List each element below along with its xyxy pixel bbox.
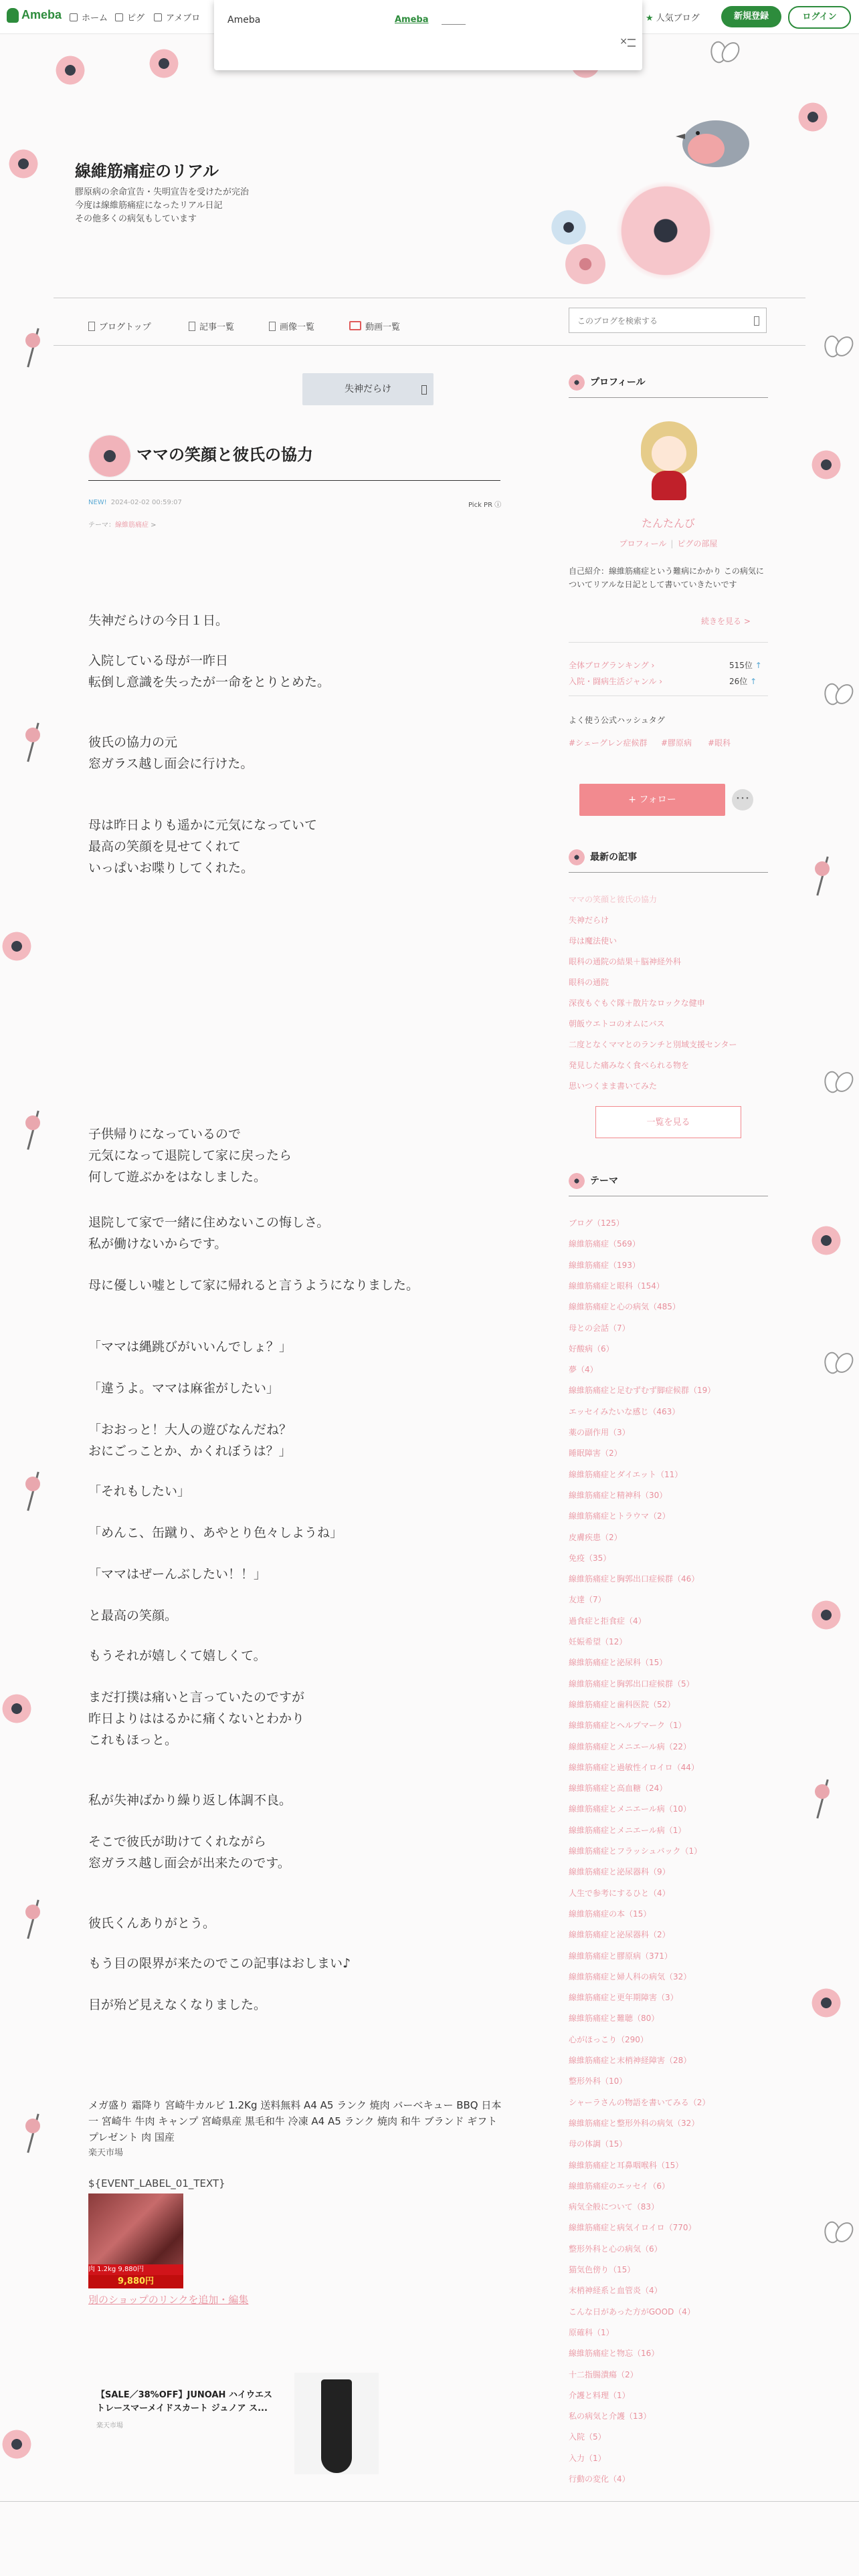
- article-paragraph: そこで彼氏が助けてくれながら 窓ガラス越し面会が出来たのです。: [88, 1834, 290, 1870]
- decor-flower-icon: [0, 140, 47, 187]
- recent-article-link[interactable]: 失神だらけ: [569, 916, 609, 925]
- theme-nav-button[interactable]: 失神だらけ: [302, 373, 434, 405]
- theme-link[interactable]: 線維筋痛症と泌尿器科（9）: [569, 1867, 670, 1877]
- article-paragraph: 子供帰りになっているので 元気になって退院して家に戻ったら 何して遊ぶかをはなしました。: [88, 1127, 292, 1184]
- nav-pigg[interactable]: ピグ: [115, 11, 145, 23]
- theme-link[interactable]: 線維筋痛症と胸郭出口症候群（5）: [569, 1679, 694, 1689]
- decor-flower-icon: [803, 1979, 850, 2026]
- theme-link[interactable]: 免疫（35）: [569, 1553, 611, 1563]
- article-paragraph: 「それもしたい」: [88, 1484, 191, 1499]
- popup-center-link[interactable]: Ameba: [395, 15, 429, 25]
- theme-link[interactable]: 線維筋痛症とメニエール病（10）: [569, 1804, 692, 1814]
- profile-more-link[interactable]: 続きを見る >: [701, 617, 751, 626]
- article-paragraph: まだ打撲は痛いと言っていたのですが 昨日よりははるかに痛くないとわかり これもほっと。: [88, 1690, 305, 1747]
- recent-article-link[interactable]: 思いつくまま書いてみた: [569, 1081, 658, 1091]
- recent-article-link[interactable]: 深夜もぐもぐ隊＋散片なロックな健申: [569, 998, 705, 1008]
- nav-video-list[interactable]: 動画一覧: [349, 320, 400, 332]
- theme-link[interactable]: 線維筋痛症（569）: [569, 1239, 640, 1249]
- theme-link[interactable]: 線維筋痛症とトラウマ（2）: [569, 1511, 670, 1521]
- decor-sprig-icon: [809, 856, 836, 896]
- recent-article-link[interactable]: 眼科の通院の結果＋脳神経外科: [569, 957, 682, 966]
- bird-beak: [676, 134, 685, 139]
- article-paragraph: もうそれが嬉しくて嬉しくて。: [88, 1648, 266, 1663]
- ameba-logo[interactable]: Ameba: [7, 8, 62, 23]
- decor-sprig-icon: [809, 1779, 836, 1819]
- section-divider: [569, 642, 768, 643]
- section-divider: [569, 872, 768, 873]
- theme-link[interactable]: 線維筋痛症と高血糖（24）: [569, 1784, 668, 1794]
- article-date: 2024-02-02 00:59:07: [110, 499, 182, 506]
- theme-link[interactable]: 線維筋痛症と末梢神経障害（28）: [569, 2056, 692, 2065]
- article-paragraph: 入院している母が一昨日 転倒し意識を失ったが一命をとりとめた。: [88, 653, 330, 689]
- theme-link[interactable]: 友達（7）: [569, 1595, 606, 1605]
- arrow-up-icon: ↑: [750, 677, 757, 686]
- decor-flower-icon: [803, 1592, 850, 1638]
- decor-flower-icon: [0, 2421, 40, 2468]
- theme-link[interactable]: 線維筋痛症（193）: [569, 1260, 640, 1270]
- header-flower-icon: [562, 241, 609, 288]
- theme-link[interactable]: こんな日があった方がGOOD（4）: [569, 2306, 695, 2317]
- theme-link[interactable]: 線維筋痛症と歯科医院（52）: [569, 1699, 676, 1709]
- article-paragraph: 失神だらけの今日１日。: [88, 613, 229, 628]
- decor-butterfly-icon: [823, 1070, 854, 1093]
- chevron-icon: [421, 385, 427, 395]
- pickpr-label[interactable]: Pick PR ⓘ: [468, 502, 502, 509]
- article-paragraph: 退院して家で一緒に住めないこの悔しさ。 私が働けないからです。: [88, 1215, 330, 1251]
- article-theme: テーマ：線維筋痛症 >: [88, 522, 157, 529]
- theme-heading: テーマ: [569, 1173, 618, 1189]
- article-paragraph: 彼氏くんありがとう。: [88, 1916, 216, 1931]
- decor-flower-icon: [0, 923, 40, 970]
- theme-link[interactable]: 線維筋痛症と泌尿科（15）: [569, 1658, 668, 1668]
- theme-link[interactable]: 整形外科と心の病気（6）: [569, 2244, 662, 2254]
- divider: [569, 2501, 768, 2502]
- flower-icon: [569, 1173, 585, 1189]
- profile-heading: プロフィール: [569, 374, 646, 391]
- recent-article-link[interactable]: 朝飯ウエトコのオムにバス: [569, 1019, 665, 1029]
- theme-link[interactable]: 入院（5）: [569, 2432, 606, 2442]
- theme-link[interactable]: 線維筋痛症とダイエット（11）: [569, 1469, 683, 1479]
- article-paragraph: 「ママは縄跳びがいいんでしょ？」: [88, 1339, 292, 1354]
- profile-links: プロフィール | ピグの部屋: [619, 539, 718, 548]
- avatar-face: [652, 436, 686, 471]
- decor-sprig-icon: [20, 1471, 47, 1511]
- product-card-title: 【SALE／38%OFF】JUNOAH ハイウエストレースマーメイドスカート ジュノア ス...: [96, 2390, 272, 2413]
- theme-link[interactable]: 私の病気と介護（13）: [569, 2411, 652, 2422]
- theme-link[interactable]: 皮膚疾患（2）: [569, 1532, 622, 1542]
- theme-link[interactable]: 線維筋痛症と胸郭出口症候群（46）: [569, 1574, 700, 1584]
- theme-link[interactable]: 過食症と拒食症（4）: [569, 1616, 646, 1626]
- article-paragraph: 母は昨日よりも遥かに元気になっていて 最高の笑顔を見せてくれて いっぱいお喋りしてくれた。: [88, 818, 318, 875]
- hashtag-link[interactable]: #膠原病: [661, 738, 692, 748]
- theme-link[interactable]: シャーラさんの物語を書いてみる（2）: [569, 2097, 710, 2107]
- theme-link[interactable]: 妊娠希望（12）: [569, 1637, 628, 1646]
- decor-sprig-icon: [20, 1899, 47, 1939]
- divider: [54, 345, 805, 346]
- decor-butterfly-icon: [709, 40, 740, 63]
- section-divider: [569, 397, 768, 398]
- ad-image-price: 9,880円: [88, 2275, 183, 2288]
- decor-flower-icon: [789, 94, 836, 140]
- article-theme-link[interactable]: 線維筋痛症: [115, 522, 149, 529]
- theme-link[interactable]: 入力（1）: [569, 2453, 606, 2463]
- theme-link[interactable]: 線維筋痛症とメニエール病（22）: [569, 1741, 692, 1751]
- product-card[interactable]: [88, 2373, 383, 2480]
- theme-link[interactable]: 線維筋痛症の本（15）: [569, 1909, 652, 1919]
- article-paragraph: 「おおっと！大人の遊びなんだね？ おにごっことか、かくれぼうは？」: [88, 1422, 292, 1459]
- decor-sprig-icon: [20, 2113, 47, 2153]
- theme-link[interactable]: 介護と料理（1）: [569, 2390, 630, 2400]
- decor-butterfly-icon: [823, 682, 854, 705]
- decor-sprig-icon: [20, 722, 47, 762]
- recent-article-link[interactable]: 母は魔法使い: [569, 936, 617, 946]
- view-all-articles-button[interactable]: 一覧を見る: [595, 1106, 741, 1138]
- hashtags-heading: よく使う公式ハッシュタグ: [569, 716, 665, 725]
- decor-sprig-icon: [20, 1110, 47, 1150]
- theme-link[interactable]: エッセイみたいな感じ（463）: [569, 1406, 680, 1416]
- search-submit-icon[interactable]: [754, 316, 759, 326]
- recent-article-link[interactable]: 眼科の通院: [569, 978, 609, 987]
- section-divider: [569, 695, 768, 696]
- ranking-overall-value: 515位 ↑: [729, 661, 762, 670]
- menu-icon[interactable]: [628, 39, 636, 47]
- ad-product-image[interactable]: [88, 2193, 183, 2288]
- theme-link[interactable]: 線維筋痛症と足むずむず脚症候群（19）: [569, 1386, 716, 1396]
- article-paragraph: 母に優しい嘘として家に帰れると言うようになりました。: [88, 1278, 419, 1293]
- blog-description: 膠原病の余命宣告・失明宣告を受けたが完治 今度は線維筋痛症になったリアル日記 その他多くの病気もしています: [75, 187, 250, 224]
- article-paragraph: 「めんこ、缶蹴り、あやとり色々しようね」: [88, 1525, 343, 1540]
- theme-link[interactable]: 心がほっこり（290）: [569, 2034, 648, 2044]
- theme-link[interactable]: 線維筋痛症と整形外科の病気（32）: [569, 2118, 700, 2128]
- recent-article-link[interactable]: 二度となくママとのランチと別域支援センター: [569, 1040, 737, 1049]
- close-icon[interactable]: ×: [619, 36, 628, 47]
- ranking-overall-link[interactable]: 全体ブログランキング ›: [569, 661, 655, 670]
- more-options-button[interactable]: ･･･: [732, 789, 753, 811]
- theme-link[interactable]: 線維筋痛症と眼科（154）: [569, 1281, 664, 1291]
- article-title[interactable]: ママの笑顔と彼氏の協力: [136, 445, 313, 464]
- theme-link[interactable]: 線維筋痛症と泌尿器科（2）: [569, 1930, 670, 1940]
- ameba-logo-icon: [7, 8, 19, 23]
- ad-image-ribbon: 肉 1.2kg 9,880円: [88, 2264, 183, 2275]
- product-card-shop: 楽天市場: [96, 2422, 123, 2430]
- theme-link[interactable]: 好酸病（6）: [569, 1344, 614, 1354]
- theme-link[interactable]: 線維筋痛症と膠原病（371）: [569, 1951, 672, 1961]
- article-paragraph: 「ママはぜーんぶしたい！！」: [88, 1567, 267, 1582]
- pigg-icon: [115, 13, 123, 21]
- profile-link[interactable]: プロフィール: [619, 539, 667, 548]
- ad-product-title[interactable]: メガ盛り 霜降り 宮崎牛カルビ 1.2Kg 送料無料 A4 A5 ランク 焼肉 バーベキュー BBQ 日本一 宮崎牛 牛肉 キャンプ 宮崎県産 黒毛和牛 冷凍 A4 A5 ランク 焼肉 和牛 ブランド ギフト プレゼント 肉 国産: [88, 2099, 502, 2143]
- flower-icon: [569, 849, 585, 865]
- login-button[interactable]: ログイン: [788, 6, 851, 29]
- video-icon: [349, 321, 361, 330]
- avatar-dress: [652, 471, 686, 500]
- ad-shop-name: 楽天市場: [88, 2148, 124, 2158]
- decor-butterfly-icon: [823, 1351, 854, 1374]
- recent-article-link[interactable]: 発見した痛みなく食べられる物を: [569, 1061, 690, 1070]
- theme-link[interactable]: 人生で参考にするひと（4）: [569, 1888, 670, 1898]
- article-meta: [88, 499, 182, 506]
- ameba-dropdown-panel: [214, 0, 642, 70]
- avatar[interactable]: [636, 421, 702, 502]
- ranking-genre-value: 26位 ↑: [729, 677, 757, 686]
- theme-link[interactable]: 線維筋痛症と精神科（30）: [569, 1490, 668, 1500]
- theme-link[interactable]: 薬の副作用（3）: [569, 1428, 630, 1437]
- popup-brand: Ameba: [227, 15, 261, 25]
- theme-link[interactable]: 線維筋痛症と心の病気（485）: [569, 1302, 680, 1312]
- theme-link[interactable]: 夢（4）: [569, 1365, 598, 1375]
- arrow-up-icon: ↑: [755, 661, 762, 670]
- star-icon: ★: [646, 13, 654, 23]
- header-flower-icon: [615, 181, 716, 281]
- bird-eye: [696, 131, 700, 135]
- recent-heading: 最新の記事: [569, 849, 637, 865]
- theme-link[interactable]: 線維筋痛症と更年期障害（3）: [569, 1993, 678, 2003]
- profile-description: 自己紹介：線維筋痛症という難病にかかり この病気についてリアルな日記として書いていきたいです: [569, 566, 764, 589]
- theme-link[interactable]: 整形外科（10）: [569, 2076, 628, 2086]
- article-paragraph: 彼氏の協力の元 窓ガラス越し面会に行けた。: [88, 735, 254, 771]
- profile-name[interactable]: たんたんび: [641, 517, 695, 530]
- theme-link[interactable]: 線維筋痛症と過敏性イロイロ（44）: [569, 1762, 699, 1772]
- decor-butterfly-icon: [823, 2220, 854, 2243]
- article-paragraph: 「違うよ。ママは麻雀がしたい」: [88, 1381, 280, 1396]
- nav-article-list[interactable]: 記事一覧: [189, 320, 234, 332]
- theme-link[interactable]: 病気全般について（83）: [569, 2202, 660, 2212]
- theme-link[interactable]: 行動の変化（4）: [569, 2474, 630, 2484]
- ad-event-label: ${EVENT_LABEL_01_TEXT}: [88, 2177, 225, 2189]
- article-paragraph: もう目の限界が来たのでこの記事はおしまい♪: [88, 1956, 351, 1971]
- nav-image-list[interactable]: 画像一覧: [269, 320, 314, 332]
- decor-flower-icon: [0, 1685, 40, 1732]
- decor-flower-icon: [47, 47, 94, 94]
- decor-flower-icon: [803, 1217, 850, 1264]
- article-paragraph: 私が失神ばかり繰り返し体調不良。: [88, 1793, 292, 1808]
- image-icon: [269, 322, 276, 331]
- nav-blog-top[interactable]: ブログトップ: [88, 320, 151, 332]
- theme-link[interactable]: 線維筋痛症とヘルプマーク（1）: [569, 1721, 686, 1731]
- ranking-genre-link[interactable]: 入院・闘病生活ジャンル ›: [569, 677, 663, 686]
- flower-icon: [569, 374, 585, 391]
- theme-link[interactable]: 線維筋痛症と難聴（80）: [569, 2014, 660, 2024]
- popular-blogs-link[interactable]: ★ 人気ブログ: [646, 13, 700, 23]
- ameblo-icon: [154, 13, 162, 21]
- decor-flower-icon: [803, 441, 850, 488]
- theme-link[interactable]: 猫気色傍り（15）: [569, 2265, 636, 2274]
- theme-link[interactable]: 原確科（1）: [569, 2327, 614, 2337]
- page-icon: [88, 322, 95, 331]
- article-paragraph: 目が殆ど見えなくなりました。: [88, 1998, 267, 2012]
- theme-link[interactable]: 睡眠障害（2）: [569, 1448, 622, 1459]
- theme-link[interactable]: 線維筋痛症と物忘（16）: [569, 2349, 660, 2359]
- ad-edit-link[interactable]: 別のショップのリンクを追加・編集: [88, 2294, 249, 2306]
- search-input[interactable]: [576, 314, 739, 328]
- theme-link[interactable]: 十二指腸潰瘍（2）: [569, 2369, 638, 2379]
- decor-flower-icon: [140, 40, 187, 87]
- blog-search: [569, 308, 767, 333]
- robin-bird-icon: [669, 107, 763, 194]
- page-icon: [189, 322, 195, 331]
- theme-link[interactable]: 線維筋痛症と耳鼻咽喉科（15）: [569, 2160, 684, 2170]
- theme-link[interactable]: 母の体調（15）: [569, 2139, 628, 2149]
- popup-divider: [442, 24, 466, 25]
- article-flower-icon: [88, 435, 131, 477]
- nav-home[interactable]: ホーム: [70, 11, 108, 23]
- hashtag-link[interactable]: #眼科: [708, 738, 731, 748]
- theme-link[interactable]: 母との会話（7）: [569, 1323, 630, 1333]
- hashtag-link[interactable]: #シェーグレン症候群: [569, 738, 648, 748]
- title-underline: [88, 480, 500, 481]
- product-card-image: [294, 2373, 379, 2474]
- theme-link[interactable]: 線維筋痛症のエッセイ（6）: [569, 2181, 670, 2191]
- recent-article-link[interactable]: ママの笑顔と彼氏の協力: [569, 895, 658, 904]
- theme-link[interactable]: 末梢神経系と血管炎（4）: [569, 2286, 662, 2296]
- theme-link[interactable]: 線維筋痛症とフラッシュバック（1）: [569, 1846, 702, 1856]
- blog-title[interactable]: 線維筋痛症のリアル: [75, 162, 219, 181]
- pigg-room-link[interactable]: ピグの部屋: [677, 539, 718, 548]
- theme-link[interactable]: 線維筋痛症と婦人科の病気（32）: [569, 1971, 692, 1981]
- bird-breast: [688, 134, 725, 164]
- nav-ameblo[interactable]: アメブロ: [154, 11, 200, 23]
- theme-link[interactable]: 線維筋痛症とメニエール病（1）: [569, 1825, 686, 1835]
- article-paragraph: と最高の笑顔。: [88, 1608, 178, 1623]
- new-badge: NEW!: [88, 499, 107, 506]
- theme-link[interactable]: 線維筋痛症と病気イロイロ（770）: [569, 2223, 696, 2233]
- follow-button[interactable]: + フォロー: [579, 784, 725, 816]
- theme-link[interactable]: ブログ（125）: [569, 1218, 624, 1228]
- home-icon: [70, 13, 78, 21]
- signup-button[interactable]: 新規登録: [721, 6, 781, 27]
